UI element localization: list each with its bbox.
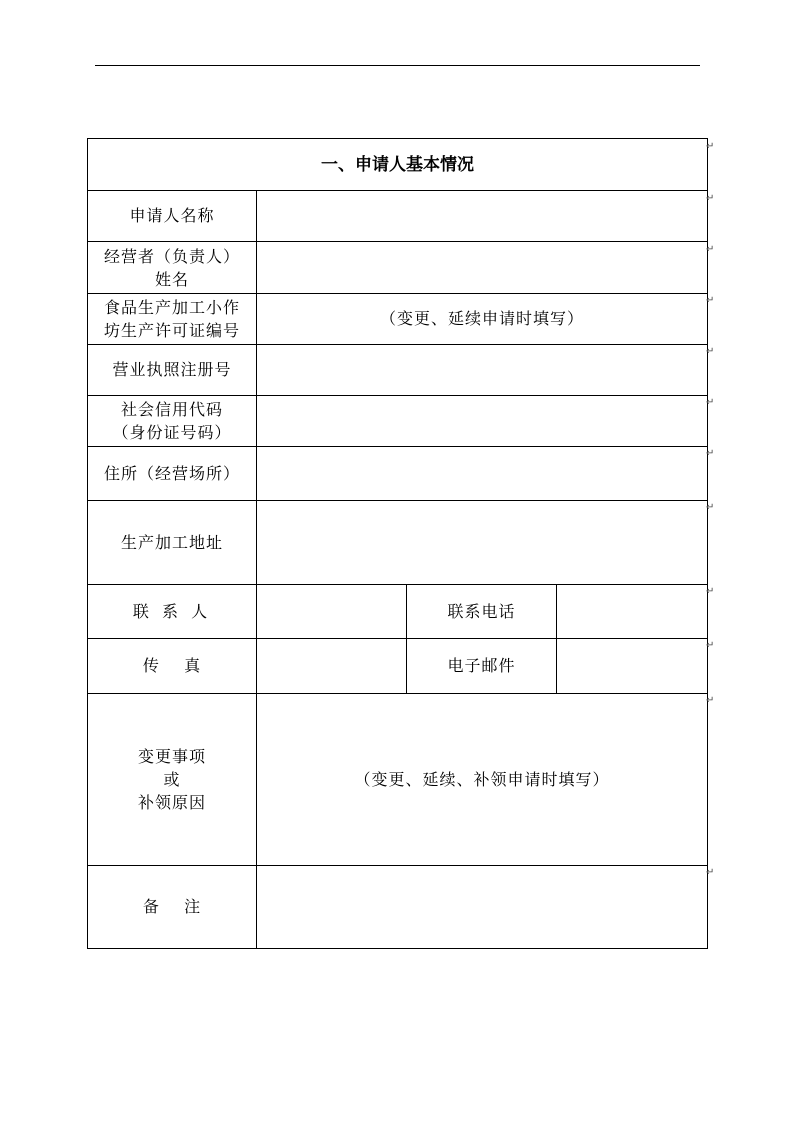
residence-field[interactable] xyxy=(257,447,708,501)
operator-name-label xyxy=(88,242,257,294)
change-reason-label-line2: 或 xyxy=(163,770,181,789)
paragraph-mark-icon: ↵ xyxy=(706,695,715,706)
paragraph-mark-icon: ↵ xyxy=(706,502,715,513)
fax-field[interactable] xyxy=(257,639,407,694)
license-number-label-line1: 食品生产加工小作 xyxy=(103,298,240,317)
credit-code-label xyxy=(88,396,257,447)
license-number-field[interactable]: （变更、延续申请时填写） xyxy=(257,294,708,345)
credit-code-label-line1: 社会信用代码 xyxy=(120,400,223,419)
paragraph-mark-icon: ↵ xyxy=(706,295,715,306)
credit-code-field[interactable] xyxy=(257,396,708,447)
contact-person-field[interactable] xyxy=(257,585,407,639)
email-label: 电子邮件 xyxy=(407,639,557,694)
header-rule xyxy=(95,65,700,66)
email-field[interactable] xyxy=(557,639,708,694)
operator-name-label-line1: 经营者（负责人） xyxy=(103,246,240,266)
license-number-label xyxy=(88,294,257,345)
credit-code-label-line2: （身份证号码） xyxy=(112,423,232,442)
section-title: 一、申请人基本情况 xyxy=(88,139,708,191)
operator-name-label-line2: 姓名 xyxy=(154,269,189,289)
paragraph-mark-icon: ↵ xyxy=(706,867,715,878)
production-address-field[interactable] xyxy=(257,501,708,585)
production-address-label: 生产加工地址 xyxy=(88,501,257,585)
paragraph-mark-icon: ↵ xyxy=(706,193,715,204)
paragraph-mark-icon: ↵ xyxy=(706,448,715,459)
paragraph-mark-icon: ↵ xyxy=(706,586,715,597)
contact-phone-field[interactable] xyxy=(557,585,708,639)
paragraph-mark-icon: ↵ xyxy=(706,141,715,152)
change-reason-label-line3: 补领原因 xyxy=(137,793,206,812)
fax-label: 传 真 xyxy=(88,639,257,694)
change-reason-label xyxy=(88,694,257,866)
business-registration-label: 营业执照注册号 xyxy=(88,345,257,396)
license-number-label-line2: 坊生产许可证编号 xyxy=(103,321,240,340)
contact-phone-label: 联系电话 xyxy=(407,585,557,639)
change-reason-label-line1: 变更事项 xyxy=(137,747,206,766)
paragraph-mark-icon: ↵ xyxy=(706,397,715,408)
paragraph-mark-icon: ↵ xyxy=(706,244,715,255)
applicant-name-field[interactable] xyxy=(257,191,708,242)
applicant-info-table xyxy=(87,138,708,949)
operator-name-field[interactable] xyxy=(257,242,708,294)
applicant-name-label: 申请人名称 xyxy=(88,191,257,242)
remarks-field[interactable] xyxy=(257,866,708,949)
paragraph-mark-icon: ↵ xyxy=(706,640,715,651)
paragraph-mark-icon: ↵ xyxy=(706,346,715,357)
residence-label: 住所（经营场所） xyxy=(88,447,257,501)
remarks-label: 备 注 xyxy=(88,866,257,949)
business-registration-field[interactable] xyxy=(257,345,708,396)
contact-person-label: 联 系 人 xyxy=(88,585,257,639)
change-reason-field[interactable]: （变更、延续、补领申请时填写） xyxy=(257,694,708,866)
